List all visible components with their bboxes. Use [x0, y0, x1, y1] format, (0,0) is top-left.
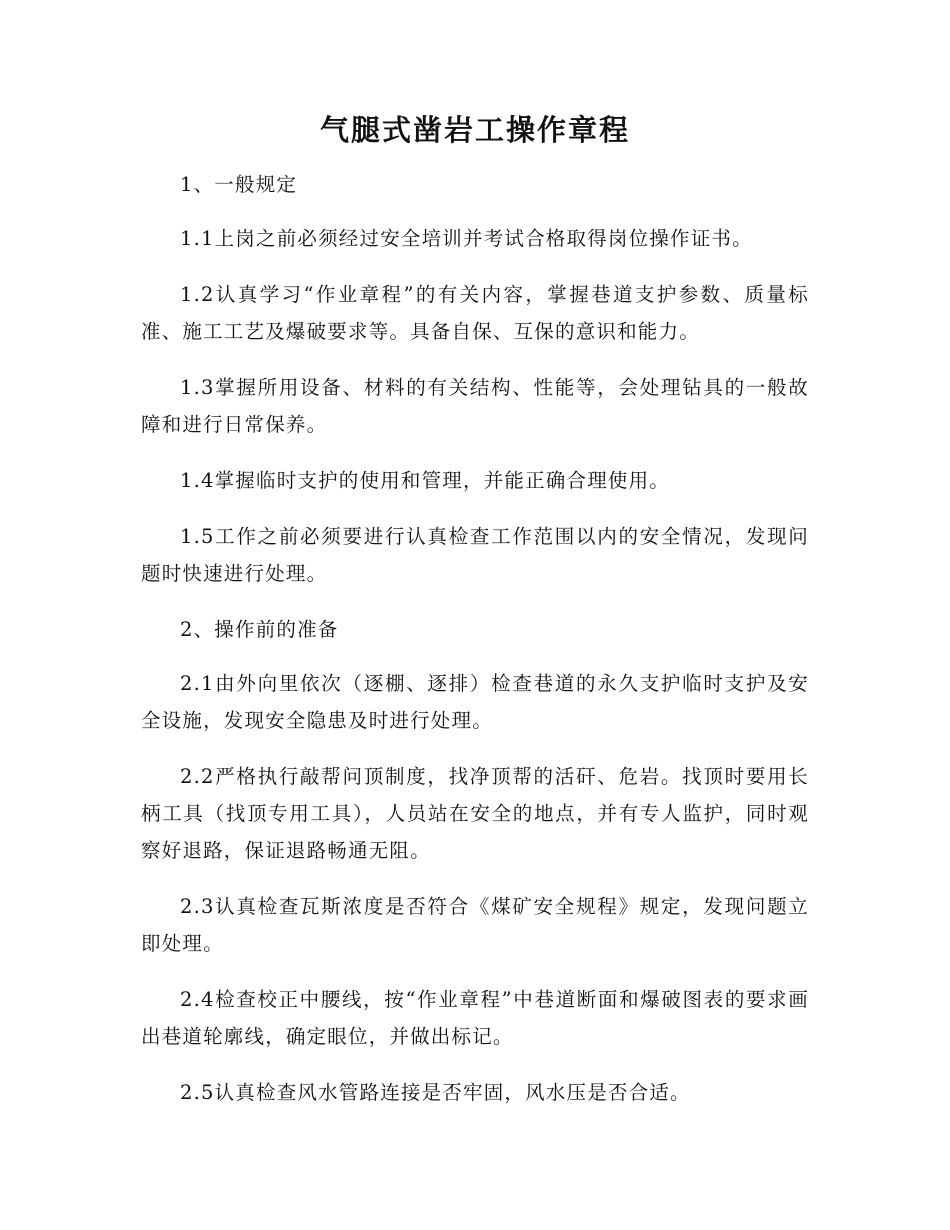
paragraph: 1.2认真学习“作业章程”的有关内容，掌握巷道支护参数、质量标准、施工工艺及爆破要求等。具备自保、互保的意识和能力。	[141, 283, 809, 343]
paragraph: 1.4掌握临时支护的使用和管理，并能正确合理使用。	[180, 469, 671, 492]
paragraph: 1.1上岗之前必须经过安全培训并考试合格取得岗位操作证书。	[180, 227, 753, 250]
section-heading: 2、操作前的准备	[180, 618, 339, 641]
paragraph: 2.1由外向里依次（逐棚、逐排）检查巷道的永久支护临时支护及安全设施，发现安全隐患及时进行处理。	[141, 672, 809, 732]
paragraph: 1.5工作之前必须要进行认真检查工作范围以内的安全情况，发现问题时快速进行处理。	[141, 525, 809, 585]
paragraph: 2.2严格执行敲帮问顶制度，找净顶帮的活矸、危岩。找顶时要用长柄工具（找顶专用工具），人员站在安全的地点，并有专人监护，同时观察好退路，保证退路畅通无阻。	[141, 765, 809, 862]
paragraph: 1.3掌握所用设备、材料的有关结构、性能等，会处理钻具的一般故障和进行日常保养。	[141, 376, 809, 436]
paragraph: 2.4检查校正中腰线，按“作业章程”中巷道断面和爆破图表的要求画出巷道轮廓线，确定眼位，并做出标记。	[141, 988, 809, 1048]
page-title: 气腿式凿岩工操作章程	[319, 113, 630, 147]
section-heading: 1、一般规定	[180, 173, 298, 196]
paragraph: 2.5认真检查风水管路连接是否牢固，风水压是否合适。	[180, 1081, 691, 1104]
document-body	[141, 166, 809, 1130]
paragraph: 2.3认真检查瓦斯浓度是否符合《煤矿安全规程》规定，发现问题立即处理。	[141, 895, 809, 955]
